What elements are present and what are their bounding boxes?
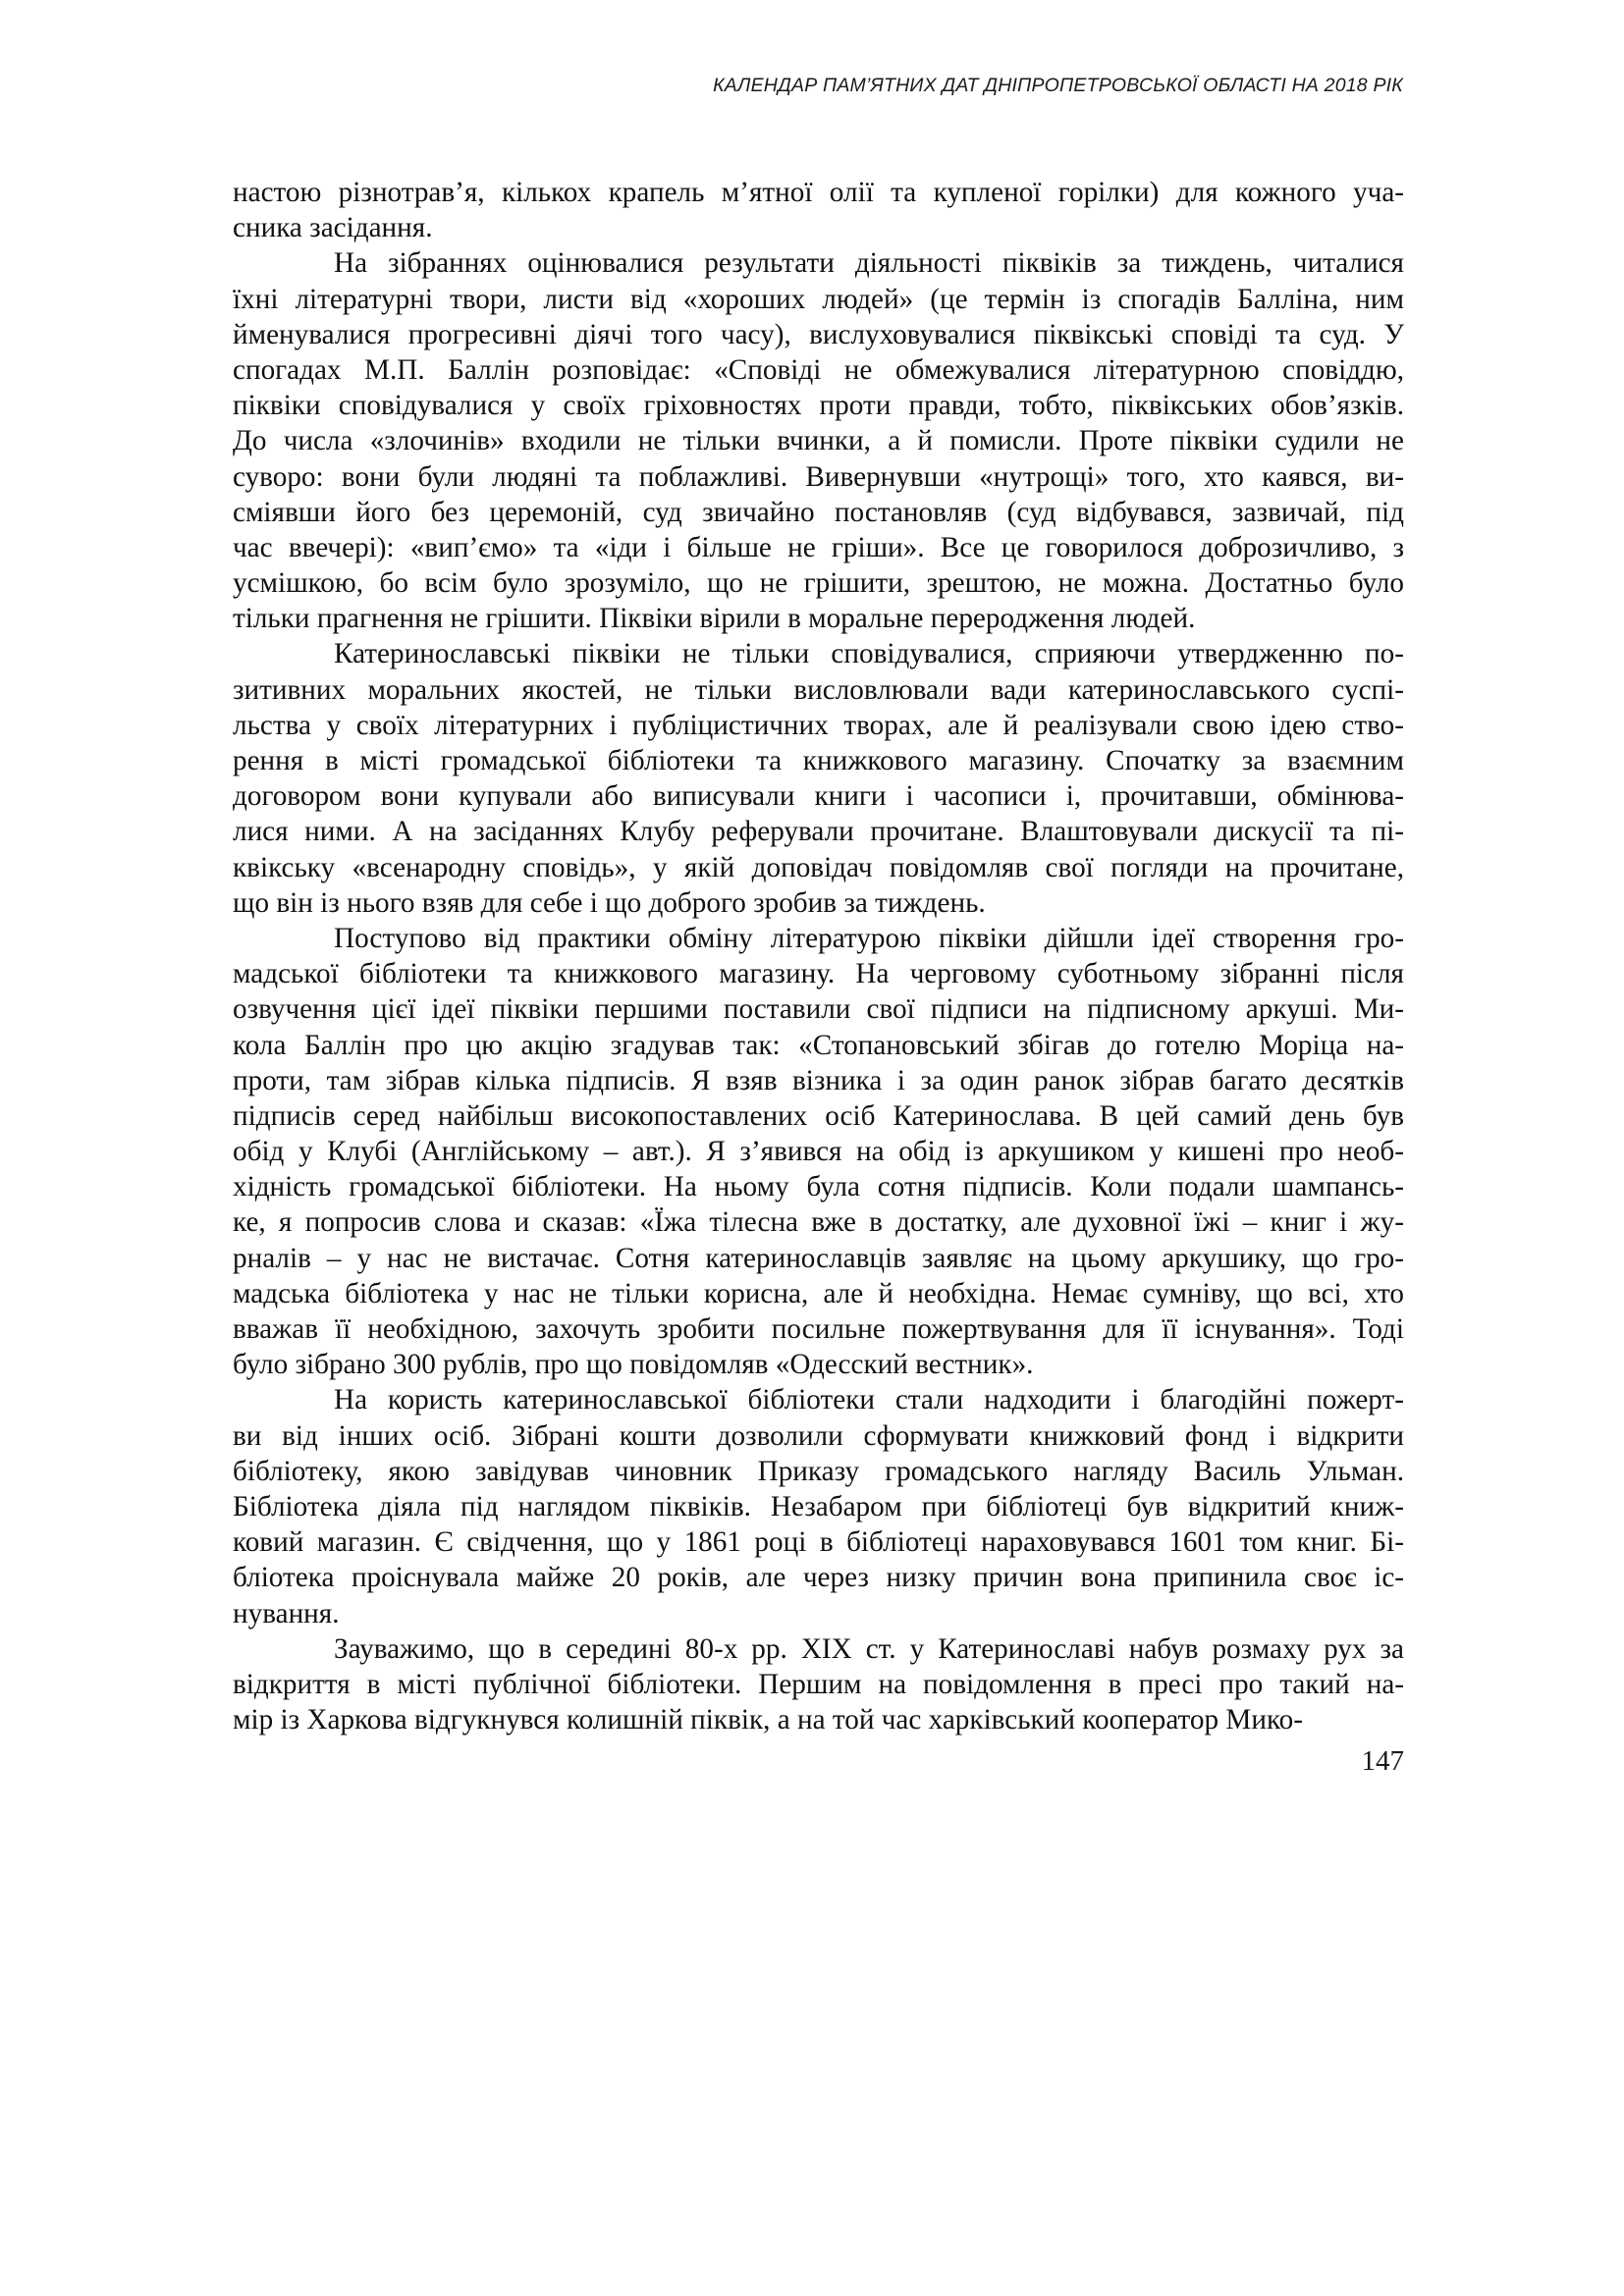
text-line: спогадах М.П. Баллін розповідає: «Сповіді не обмежувалися літературною сповіддю,	[233, 353, 1404, 386]
text-line: усмішкою, бо всім було зрозуміло, що не грішити, зрештою, не можна. Достатньо було	[233, 567, 1404, 600]
text-line: хідність громадської бібліотеки. На ньому була сотня підписів. Коли подали шампансь-	[233, 1171, 1404, 1203]
text-line: льства у своїх літературних і публіцистичних творах, але й реалізували свою ідею ство-	[233, 709, 1404, 741]
text-line: час ввечері): «вип’ємо» та «іди і більше не гріши». Все це говорилося доброзичливо, з	[233, 531, 1404, 563]
text-line: рення в місті громадської бібліотеки та книжкового магазину. Спочатку за взаємним	[233, 745, 1404, 776]
paragraph	[233, 636, 1404, 921]
page-number: 147	[1361, 1745, 1404, 1777]
text-line: До числа «злочинів» входили не тільки вчинки, а й помисли. Проте піквіки судили не	[233, 425, 1404, 457]
text-line: мір із Харкова відгукнувся колишній піквік, а на той час харківський кооператор Мико-	[233, 1704, 1303, 1736]
text-line: мадська бібліотека у нас не тільки корисна, але й необхідна. Немає сумніву, що всі, хто	[233, 1277, 1404, 1309]
text-line: нування.	[233, 1597, 340, 1629]
text-line: Поступово від практики обміну літературою піквіки дійшли ідеї створення гро-	[334, 922, 1404, 954]
paragraph	[233, 175, 1404, 245]
text-line: настою різнотрав’я, кількох крапель м’ятної олії та купленої горілки) для кожного уча-	[233, 177, 1404, 208]
paragraph	[233, 921, 1404, 1382]
text-line: Бібліотека діяла під наглядом піквіків. Незабаром при бібліотеці був відкритий книж-	[233, 1490, 1404, 1522]
text-line: На зібраннях оцінювалися результати діяльності піквіків за тиждень, читалися	[334, 247, 1404, 280]
text-line: мадської бібліотеки та книжкового магазину. На черговому суботньому зібранні після	[233, 958, 1404, 990]
text-line: проти, там зібрав кілька підписів. Я взяв візника і за один ранок зібрав багато десятків	[233, 1064, 1404, 1096]
text-line: озвучення цієї ідеї піквіки першими поставили свої підписи на підписному аркуші. Ми-	[233, 993, 1404, 1026]
text-line: обід у Клубі (Англійському – авт.). Я з’явився на обід із аркушиком у кишені про необ-	[233, 1136, 1404, 1168]
text-line: квікську «всенародну сповідь», у якій доповідач повідомляв свої погляди на прочитане,	[233, 851, 1404, 883]
text-line: договором вони купували або виписували книги і часописи і, прочитавши, обмінюва-	[233, 780, 1404, 813]
text-line: їхні літературні твори, листи від «хороших людей» (це термін із спогадів Балліна, ним	[233, 283, 1404, 315]
text-line: йменувалися прогресивні діячі того часу), вислуховувалися піквікські сповіді та суд. У	[233, 318, 1404, 350]
text-line: ви від інших осіб. Зібрані кошти дозволили сформувати книжковий фонд і відкрити	[233, 1419, 1404, 1452]
text-line: кола Баллін про цю акцію згадував так: «Стопановський збігав до готелю Моріца на-	[233, 1029, 1404, 1061]
text-line: суворо: вони були людяні та поблажливі. Вивернувши «нутрощі» того, хто каявся, ви-	[233, 460, 1404, 493]
paragraph	[233, 1382, 1404, 1630]
paragraph	[233, 1631, 1404, 1738]
text-line: рналів – у нас не вистачає. Сотня катеринославців заявляє на цьому аркушику, що гро-	[233, 1242, 1404, 1274]
text-line: що він із нього взяв для себе і що доброго зробив за тиждень.	[233, 886, 986, 919]
text-line: підписів серед найбільш високопоставлених осіб Катеринослава. В цей самий день був	[233, 1099, 1404, 1132]
text-line: бліотека проіснувала майже 20 років, але через низку причин вона припинила своє іс-	[233, 1562, 1404, 1594]
text-line: ке, я попросив слова и сказав: «Їжа тілесна вже в достатку, але духовної їжі – книг і жу-	[233, 1206, 1404, 1239]
text-line: відкриття в місті публічної бібліотеки. Першим на повідомлення в пресі про такий на-	[233, 1668, 1404, 1700]
text-line: піквіки сповідувалися у своїх гріховностях проти правди, тобто, піквікських обов’язків.	[233, 390, 1404, 422]
text-line: сника засідання.	[233, 212, 433, 244]
text-line: На користь катеринославської бібліотеки стали надходити і благодійні пожерт-	[334, 1384, 1404, 1416]
text-line: сміявши його без церемоній, суд звичайно постановляв (суд відбувався, зазвичай, під	[233, 496, 1404, 528]
text-line: тільки прагнення не грішити. Піквіки вірили в моральне переродження людей.	[233, 603, 1196, 635]
text-line: зитивних моральних якостей, не тільки висловлювали вади катеринославського суспі-	[233, 673, 1404, 706]
text-line: Катеринославські піквіки не тільки сповідувалися, сприяючи утвердженню по-	[334, 638, 1404, 670]
paragraph	[233, 245, 1404, 636]
article-body	[233, 175, 1404, 1737]
text-line: Зауважимо, що в середині 80-х рр. ХІХ ст. у Катеринославі набув розмаху рух за	[334, 1632, 1404, 1665]
text-line: було зібрано 300 рублів, про що повідомляв «Одесский вестник».	[233, 1349, 1034, 1381]
text-line: вважав її необхідною, захочуть зробити посильне пожертвування для її існування». Тоді	[233, 1313, 1404, 1345]
text-line: бібліотеку, якою завідував чиновник Приказу громадського нагляду Василь Ульман.	[233, 1455, 1404, 1487]
text-line: лися ними. А на засіданнях Клубу реферували прочитане. Влаштовували дискусії та пі-	[233, 816, 1404, 848]
text-line: ковий магазин. Є свідчення, що у 1861 році в бібліотеці нараховувався 1601 том книг. Бі-	[233, 1526, 1404, 1559]
running-header: КАЛЕНДАР ПАМ’ЯТНИХ ДАТ ДНІПРОПЕТРОВСЬКОЇ ОБЛАСТІ НА 2018 РІК	[713, 75, 1403, 96]
